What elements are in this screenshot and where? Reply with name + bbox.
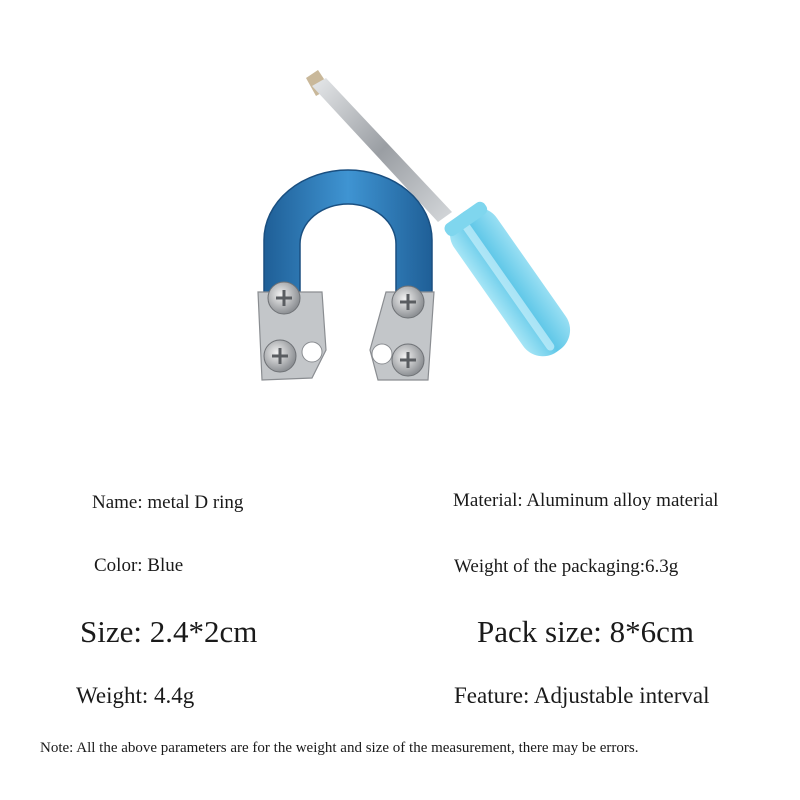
screw-icon: [264, 340, 296, 372]
screw-icon: [392, 344, 424, 376]
spec-weight: Weight: 4.4g: [76, 683, 195, 708]
spec-material: Material: Aluminum alloy material: [453, 490, 719, 511]
screwdriver: [306, 70, 579, 366]
spec-feature: Feature: Adjustable interval: [454, 683, 710, 708]
spec-size: Size: 2.4*2cm: [80, 614, 258, 649]
screwdriver-handle: [441, 198, 580, 365]
spec-packaging-weight: Weight of the packaging:6.3g: [454, 556, 679, 577]
d-ring-arc: [264, 170, 432, 300]
screw-icon: [268, 282, 300, 314]
disclaimer-note: Note: All the above parameters are for the weight and size of the measurement, there may be errors.: [40, 740, 639, 756]
spec-pack-size: Pack size: 8*6cm: [477, 614, 694, 649]
screw-icon: [392, 286, 424, 318]
spec-color: Color: Blue: [94, 555, 184, 576]
spec-name: Name: metal D ring: [92, 492, 244, 513]
d-ring: [258, 170, 434, 380]
